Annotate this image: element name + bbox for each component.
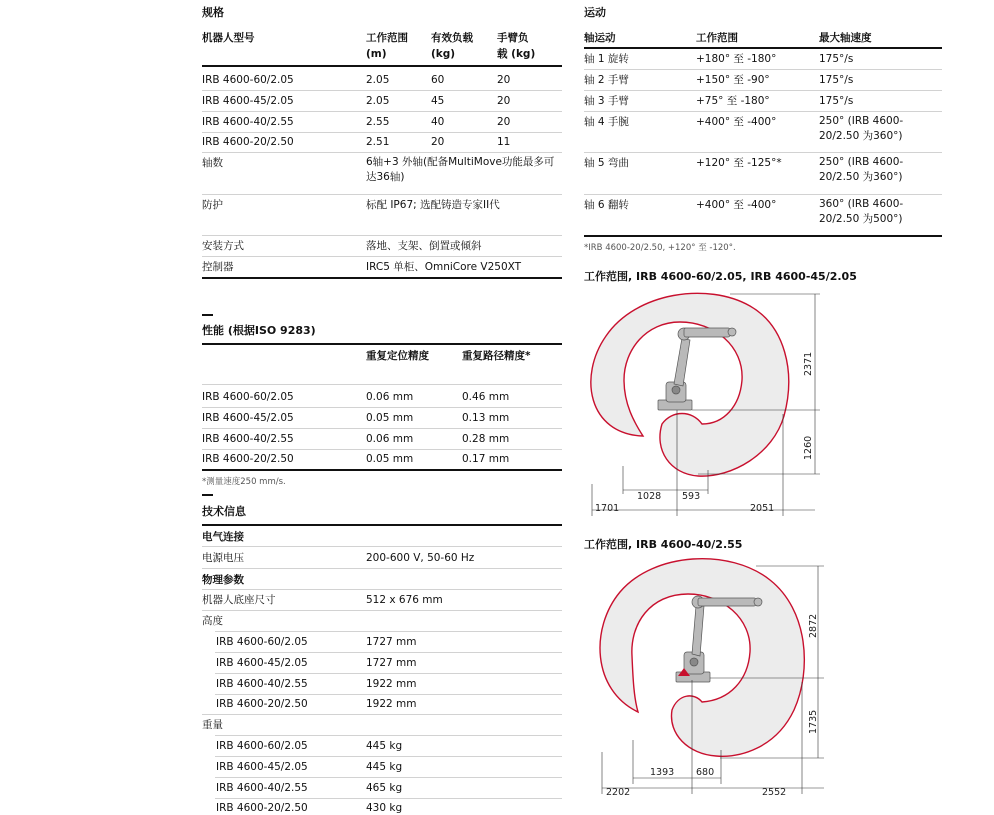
row-divider bbox=[215, 694, 562, 695]
performance-row-rp: 0.05 mm bbox=[366, 453, 414, 465]
spec-row-reach: 2.51 bbox=[366, 136, 390, 148]
spec-protection-value: 标配 IP67; 选配铸造专家II代 bbox=[366, 199, 500, 211]
tech-voltage-label: 电源电压 bbox=[202, 552, 244, 564]
row-divider bbox=[202, 111, 562, 112]
performance-row-rt: 0.28 mm bbox=[462, 433, 510, 445]
row-divider bbox=[202, 568, 562, 569]
motion-col-range: 工作范围 bbox=[696, 32, 738, 44]
row-divider bbox=[584, 111, 942, 112]
spec-bottom-rule bbox=[202, 277, 562, 279]
spec-row-armload: 11 bbox=[497, 136, 511, 148]
row-divider bbox=[202, 589, 562, 590]
spec-col-armload: 手臂负 载 (kg) bbox=[497, 32, 536, 60]
row-divider bbox=[202, 384, 562, 385]
motion-row-axis: 轴 4 手腕 bbox=[584, 116, 629, 128]
motion-row-speed: 250° (IRB 4600- 20/2.50 为360°) bbox=[819, 115, 904, 142]
tech-height-model: IRB 4600-45/2.05 bbox=[216, 657, 308, 669]
spec-row-model: IRB 4600-45/2.05 bbox=[202, 95, 294, 107]
spec-title: 规格 bbox=[202, 6, 224, 19]
tech-weight-value: 445 kg bbox=[366, 740, 403, 752]
dim-label: 2202 bbox=[606, 787, 631, 798]
tech-electrical-title: 电气连接 bbox=[202, 531, 244, 543]
performance-row-rp: 0.06 mm bbox=[366, 391, 414, 403]
row-divider bbox=[584, 152, 942, 153]
spec-row-payload: 20 bbox=[431, 136, 445, 148]
row-divider bbox=[215, 756, 562, 757]
row-divider bbox=[202, 235, 562, 236]
motion-row-axis: 轴 5 弯曲 bbox=[584, 157, 629, 169]
dim-label: 1260 bbox=[803, 435, 814, 460]
row-divider bbox=[215, 735, 562, 736]
range1-title: 工作范围, IRB 4600-60/2.05, IRB 4600-45/2.05 bbox=[584, 270, 857, 283]
row-divider bbox=[202, 546, 562, 547]
tech-height-model: IRB 4600-40/2.55 bbox=[216, 678, 308, 690]
spec-mounting-value: 落地、支架、倒置或倾斜 bbox=[366, 240, 482, 252]
tech-weight-model: IRB 4600-20/2.50 bbox=[216, 802, 308, 814]
dim-label: 2051 bbox=[750, 503, 775, 514]
tech-height-label: 高度 bbox=[202, 615, 223, 627]
motion-col-speed: 最大轴速度 bbox=[819, 32, 872, 44]
performance-col-repeatability: 重复定位精度 bbox=[366, 350, 429, 362]
tech-height-value: 1922 mm bbox=[366, 698, 417, 710]
dim-label: 1735 bbox=[808, 709, 819, 734]
dim-label: 1393 bbox=[650, 767, 675, 778]
performance-header-rule bbox=[202, 343, 562, 345]
performance-row-model: IRB 4600-40/2.55 bbox=[202, 433, 294, 445]
spec-row-payload: 60 bbox=[431, 74, 445, 86]
spec-row-model: IRB 4600-20/2.50 bbox=[202, 136, 294, 148]
row-divider bbox=[202, 194, 562, 195]
spec-row-model: IRB 4600-40/2.55 bbox=[202, 116, 294, 128]
tech-physical-title: 物理参数 bbox=[202, 574, 244, 586]
dim-label: 2371 bbox=[803, 351, 814, 376]
row-divider bbox=[215, 777, 562, 778]
motion-row-speed: 175°/s bbox=[819, 53, 854, 65]
tech-base-value: 512 x 676 mm bbox=[366, 594, 443, 606]
motion-note: *IRB 4600-20/2.50, +120° 至 -120°. bbox=[584, 243, 736, 253]
tech-height-model: IRB 4600-20/2.50 bbox=[216, 698, 308, 710]
spec-col-reach: 工作范围 (m) bbox=[366, 32, 408, 60]
tech-weight-value: 445 kg bbox=[366, 761, 403, 773]
performance-row-rp: 0.05 mm bbox=[366, 412, 414, 424]
performance-row-rt: 0.46 mm bbox=[462, 391, 510, 403]
spec-controller-value: IRC5 单柜、OmniCore V250XT bbox=[366, 261, 522, 273]
row-divider bbox=[584, 194, 942, 195]
row-divider bbox=[202, 714, 562, 715]
spec-header-rule bbox=[202, 65, 562, 67]
motion-col-axis: 轴运动 bbox=[584, 32, 616, 44]
spec-row-model: IRB 4600-60/2.05 bbox=[202, 74, 294, 86]
performance-row-model: IRB 4600-60/2.05 bbox=[202, 391, 294, 403]
spec-row-armload: 20 bbox=[497, 116, 511, 128]
tech-title: 技术信息 bbox=[202, 505, 246, 518]
spec-controller-label: 控制器 bbox=[202, 261, 234, 273]
row-divider bbox=[202, 152, 562, 153]
performance-row-rt: 0.17 mm bbox=[462, 453, 510, 465]
range1-diagram bbox=[580, 284, 830, 524]
dim-label: 680 bbox=[696, 767, 715, 778]
spec-mounting-label: 安装方式 bbox=[202, 240, 244, 252]
motion-bottom-rule bbox=[584, 235, 942, 237]
spec-col-model: 机器人型号 bbox=[202, 32, 255, 44]
tech-weight-label: 重量 bbox=[202, 719, 223, 731]
motion-row-axis: 轴 6 翻转 bbox=[584, 199, 629, 211]
row-divider bbox=[202, 449, 562, 450]
dim-label: 2872 bbox=[808, 613, 819, 638]
dim-label: 1701 bbox=[595, 503, 620, 514]
tech-weight-value: 465 kg bbox=[366, 782, 403, 794]
performance-bottom-rule bbox=[202, 469, 562, 471]
performance-note: *测量速度250 mm/s. bbox=[202, 477, 286, 487]
spec-row-reach: 2.55 bbox=[366, 116, 390, 128]
work-envelope bbox=[591, 293, 789, 476]
motion-row-axis: 轴 2 手臂 bbox=[584, 74, 629, 86]
tech-height-value: 1727 mm bbox=[366, 636, 417, 648]
tech-base-label: 机器人底座尺寸 bbox=[202, 594, 276, 606]
row-divider bbox=[202, 407, 562, 408]
tech-height-value: 1727 mm bbox=[366, 657, 417, 669]
motion-row-axis: 轴 3 手臂 bbox=[584, 95, 629, 107]
spec-row-armload: 20 bbox=[497, 95, 511, 107]
motion-row-range: +120° 至 -125°* bbox=[696, 157, 782, 169]
motion-row-range: +75° 至 -180° bbox=[696, 95, 770, 107]
tech-voltage-value: 200-600 V, 50-60 Hz bbox=[366, 552, 475, 564]
tech-height-value: 1922 mm bbox=[366, 678, 417, 690]
spec-col-payload: 有效负载 (kg) bbox=[431, 32, 473, 60]
motion-title: 运动 bbox=[584, 6, 606, 19]
motion-row-speed: 175°/s bbox=[819, 95, 854, 107]
performance-row-rt: 0.13 mm bbox=[462, 412, 510, 424]
spec-protection-label: 防护 bbox=[202, 199, 223, 211]
row-divider bbox=[215, 631, 562, 632]
range2-diagram bbox=[580, 552, 830, 802]
tech-weight-value: 430 kg bbox=[366, 802, 403, 814]
row-divider bbox=[584, 90, 942, 91]
tech-weight-model: IRB 4600-45/2.05 bbox=[216, 761, 308, 773]
spec-row-payload: 45 bbox=[431, 95, 445, 107]
spec-row-reach: 2.05 bbox=[366, 74, 390, 86]
performance-col-path: 重复路径精度* bbox=[462, 350, 531, 362]
row-divider bbox=[202, 428, 562, 429]
spec-axes-value: 6轴+3 外轴(配备MultiMove功能最多可达36轴) bbox=[366, 156, 555, 183]
row-divider bbox=[215, 798, 562, 799]
performance-row-model: IRB 4600-45/2.05 bbox=[202, 412, 294, 424]
motion-row-range: +150° 至 -90° bbox=[696, 74, 770, 86]
section-dash bbox=[202, 494, 213, 496]
motion-header-rule bbox=[584, 47, 942, 49]
motion-row-speed: 175°/s bbox=[819, 74, 854, 86]
performance-row-model: IRB 4600-20/2.50 bbox=[202, 453, 294, 465]
spec-row-armload: 20 bbox=[497, 74, 511, 86]
motion-row-axis: 轴 1 旋转 bbox=[584, 53, 629, 65]
motion-row-range: +180° 至 -180° bbox=[696, 53, 777, 65]
dim-label: 593 bbox=[682, 491, 701, 502]
tech-height-model: IRB 4600-60/2.05 bbox=[216, 636, 308, 648]
section-dash bbox=[202, 314, 213, 316]
tech-top-rule bbox=[202, 524, 562, 526]
row-divider bbox=[215, 673, 562, 674]
row-divider bbox=[202, 610, 562, 611]
row-divider bbox=[215, 652, 562, 653]
motion-row-speed: 360° (IRB 4600- 20/2.50 为500°) bbox=[819, 198, 904, 225]
motion-row-range: +400° 至 -400° bbox=[696, 199, 777, 211]
robot-icon bbox=[658, 328, 736, 410]
dim-label: 2552 bbox=[762, 787, 787, 798]
spec-row-payload: 40 bbox=[431, 116, 445, 128]
tech-weight-model: IRB 4600-60/2.05 bbox=[216, 740, 308, 752]
spec-row-reach: 2.05 bbox=[366, 95, 390, 107]
performance-row-rp: 0.06 mm bbox=[366, 433, 414, 445]
motion-row-range: +400° 至 -400° bbox=[696, 116, 777, 128]
tech-weight-model: IRB 4600-40/2.55 bbox=[216, 782, 308, 794]
performance-title: 性能 (根据ISO 9283) bbox=[202, 324, 316, 337]
row-divider bbox=[202, 132, 562, 133]
spec-axes-label: 轴数 bbox=[202, 157, 223, 169]
range2-title: 工作范围, IRB 4600-40/2.55 bbox=[584, 538, 743, 551]
motion-row-speed: 250° (IRB 4600- 20/2.50 为360°) bbox=[819, 156, 904, 183]
dim-label: 1028 bbox=[637, 491, 662, 502]
row-divider bbox=[584, 69, 942, 70]
row-divider bbox=[202, 256, 562, 257]
row-divider bbox=[202, 90, 562, 91]
